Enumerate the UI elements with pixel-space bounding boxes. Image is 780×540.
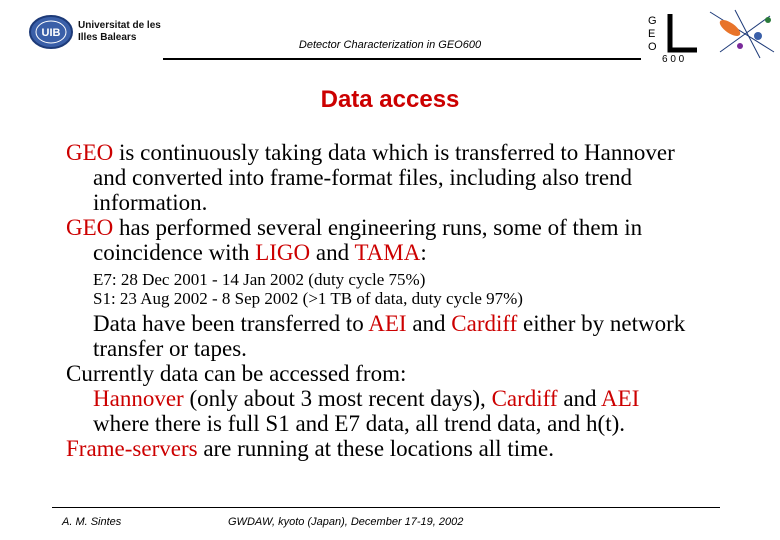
slide-title: Data access — [320, 86, 460, 113]
text: : — [420, 240, 427, 265]
slide-body — [66, 140, 766, 461]
bullet-continuation — [93, 240, 766, 265]
text: are running at these locations all time. — [197, 436, 554, 461]
header-divider — [163, 58, 641, 60]
footer-author: A. M. Sintes — [62, 516, 122, 528]
geo-number: 6 0 0 — [662, 54, 685, 64]
bullet-continuation: information. — [93, 190, 208, 215]
bullet-geo-taking-data — [66, 140, 766, 215]
university-name — [78, 20, 168, 44]
header-title: Detector Characterization in GEO600 — [298, 39, 482, 51]
ligo-text: LIGO — [255, 240, 311, 265]
tama-text: TAMA — [354, 240, 421, 265]
sub-bullet-s1: S1: 23 Aug 2002 - 8 Sep 2002 (>1 TB of data, duty cycle 97%) — [93, 289, 523, 308]
university-line-2: Illes Balears — [78, 32, 137, 43]
geo-letter-g: G — [648, 15, 657, 27]
geo-letter-e: E — [648, 28, 656, 40]
aei-text: AEI — [368, 311, 407, 336]
geo600-logo-icon — [640, 8, 780, 64]
bullet-continuation: where there is full S1 and E7 data, all trend data, and h(t). — [93, 411, 626, 436]
text: and — [557, 386, 602, 411]
footer-divider — [52, 507, 720, 508]
geo-text: GEO — [66, 215, 114, 240]
uib-logo-icon — [28, 14, 74, 50]
text: coincidence with — [93, 240, 256, 265]
bullet-locations — [93, 386, 766, 436]
bullet-text: is continuously taking data which is transferred to Hannover — [113, 140, 675, 165]
bullet-frame-servers — [66, 436, 766, 461]
footer-event: GWDAW, kyoto (Japan), December 17-19, 2002 — [228, 516, 464, 528]
bullet-text: has performed several engineering runs, some of them in — [113, 215, 643, 240]
bullet-currently-accessed: Currently data can be accessed from: — [66, 361, 407, 386]
text: Data have been transferred to — [93, 311, 369, 336]
sub-bullet-e7: E7: 28 Dec 2001 - 14 Jan 2002 (duty cycle 75%) — [93, 270, 426, 289]
hannover-text: Hannover — [93, 386, 184, 411]
bullet-continuation: and converted into frame-format files, including also trend — [93, 165, 633, 190]
text: and — [406, 311, 452, 336]
text: (only about 3 most recent days), — [183, 386, 492, 411]
text: either by network — [517, 311, 686, 336]
geo-letter-o: O — [648, 41, 657, 53]
bullet-continuation: transfer or tapes. — [93, 336, 247, 361]
bullet-engineering-runs — [66, 215, 766, 265]
geo-text: GEO — [66, 140, 114, 165]
aei-text: AEI — [601, 386, 640, 411]
frame-servers-text: Frame-servers — [66, 436, 198, 461]
cardiff-text: Cardiff — [451, 311, 518, 336]
bullet-data-transferred — [93, 311, 766, 361]
cardiff-text: Cardiff — [491, 386, 558, 411]
university-line-1: Universitat de les — [78, 20, 161, 31]
text: and — [310, 240, 355, 265]
uib-logo-text: UIB — [41, 27, 61, 39]
